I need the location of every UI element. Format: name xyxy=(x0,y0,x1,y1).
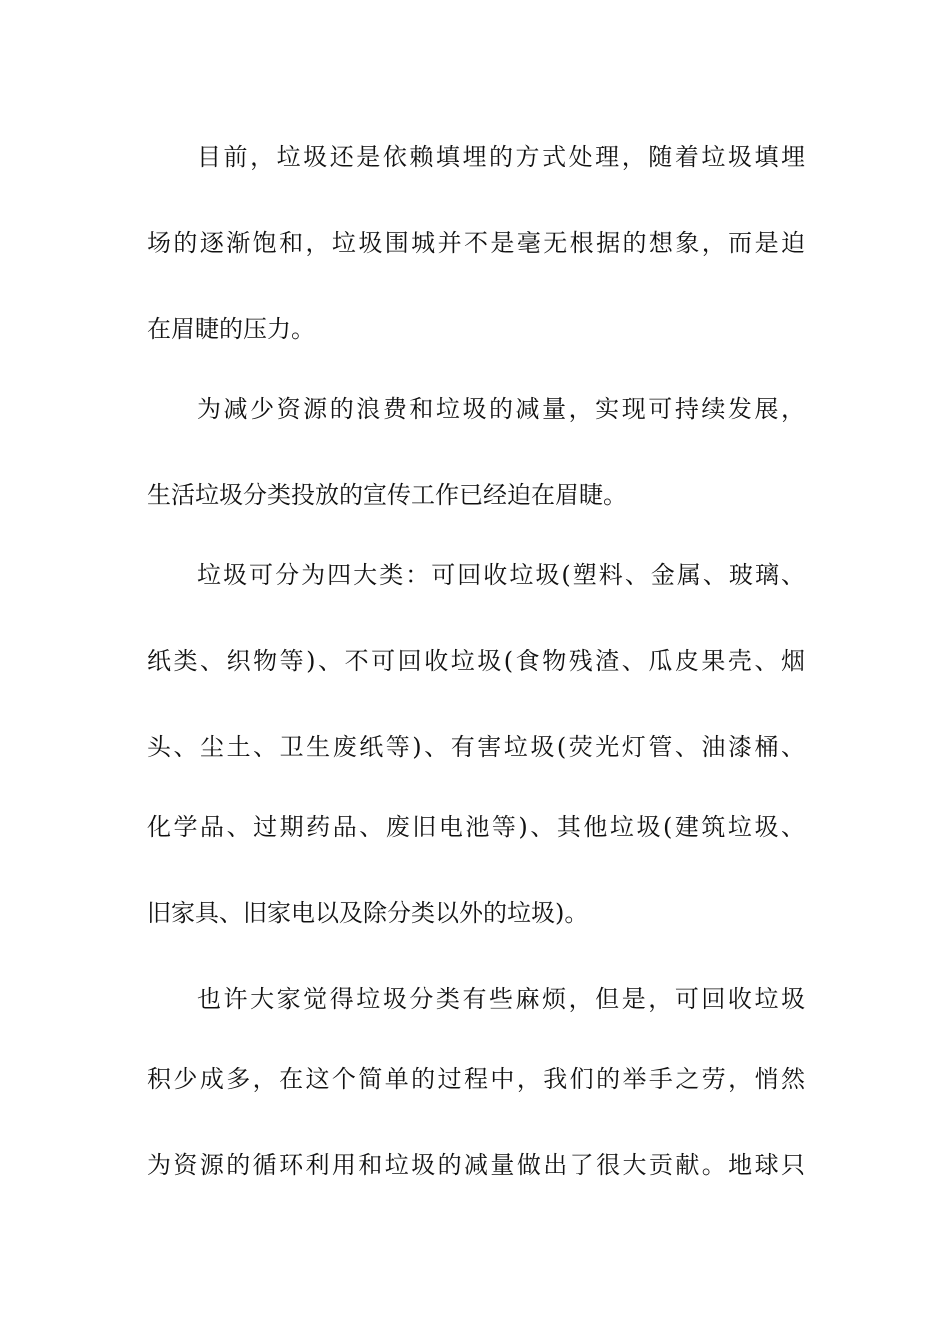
paragraph-3-line-5: 旧家具、旧家电以及除分类以外的垃圾)。 xyxy=(147,899,589,927)
paragraph-2-line-1: 为减少资源的浪费和垃圾的减量，实现可持续发展， xyxy=(197,395,805,423)
paragraph-1-line-1: 目前，垃圾还是依赖填埋的方式处理，随着垃圾填埋 xyxy=(197,143,805,171)
paragraph-4-line-2: 积少成多，在这个简单的过程中，我们的举手之劳，悄然 xyxy=(147,1065,805,1093)
paragraph-3-line-3: 头、尘土、卫生废纸等)、有害垃圾(荧光灯管、油漆桶、 xyxy=(147,733,805,761)
paragraph-4-line-3: 为资源的循环利用和垃圾的减量做出了很大贡献。地球只 xyxy=(147,1151,805,1179)
paragraph-3-line-1: 垃圾可分为四大类：可回收垃圾(塑料、金属、玻璃、 xyxy=(197,561,805,589)
paragraph-1-line-2: 场的逐渐饱和，垃圾围城并不是毫无根据的想象，而是迫 xyxy=(147,229,805,257)
paragraph-3-line-4: 化学品、过期药品、废旧电池等)、其他垃圾(建筑垃圾、 xyxy=(147,813,805,841)
paragraph-2-line-2: 生活垃圾分类投放的宣传工作已经迫在眉睫。 xyxy=(147,481,627,509)
paragraph-1-line-3: 在眉睫的压力。 xyxy=(147,315,315,343)
paragraph-3-line-2: 纸类、织物等)、不可回收垃圾(食物残渣、瓜皮果壳、烟 xyxy=(147,647,805,675)
paragraph-4-line-1: 也许大家觉得垃圾分类有些麻烦，但是，可回收垃圾 xyxy=(197,985,805,1013)
